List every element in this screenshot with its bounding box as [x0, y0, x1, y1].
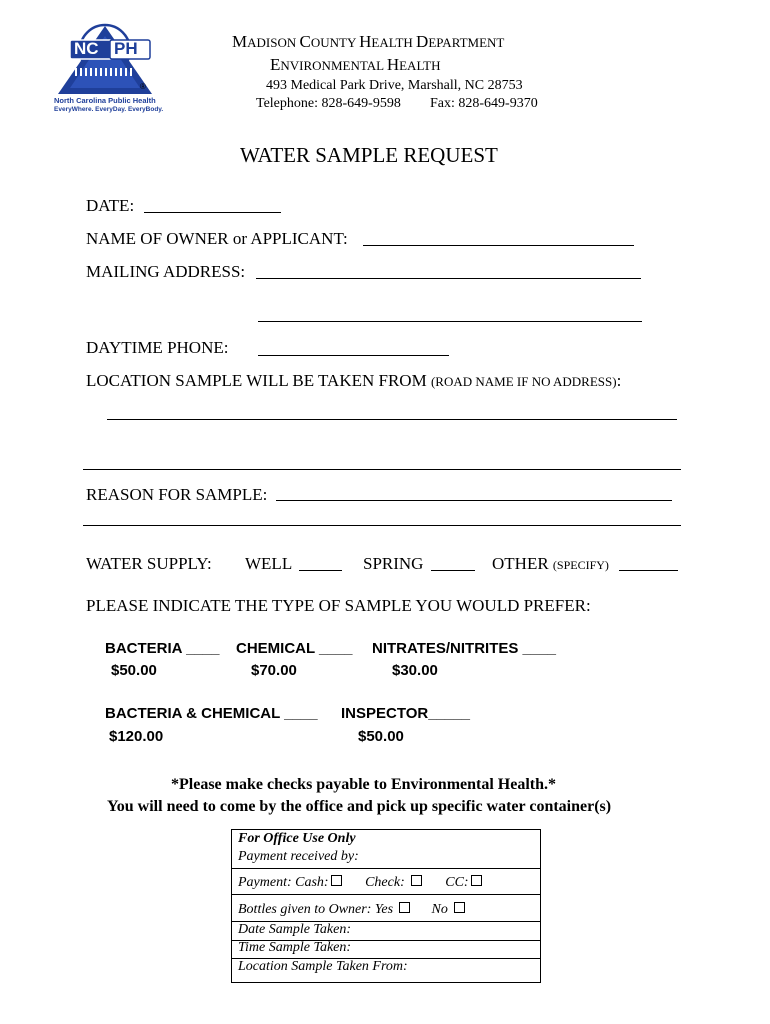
logo-letters-nc: NC [74, 39, 99, 58]
logo-letters-ph: PH [114, 39, 138, 58]
date-label: DATE: [86, 196, 135, 215]
logo-line2: EveryWhere. EveryDay. EveryBody. [54, 106, 164, 113]
dept-initial-d: D [416, 32, 429, 51]
office-use-box [231, 829, 541, 983]
form-title: WATER SAMPLE REQUEST [240, 143, 498, 167]
payment-received: Payment received by: [238, 849, 359, 864]
pickup-note: You will need to come by the office and pick up specific water container(s) [107, 798, 612, 815]
price-bacteria: $50.00 [111, 662, 157, 679]
spring-label: SPRING [363, 554, 424, 573]
cash-checkbox[interactable] [331, 875, 342, 886]
address-row [86, 262, 245, 282]
phone-field[interactable] [258, 355, 449, 356]
division-name [270, 55, 441, 75]
logo-line1: North Carolina Public Health [54, 96, 156, 105]
env-initial-h: H [386, 55, 400, 74]
dept-text-4: EPARTMENT [428, 35, 505, 50]
price-inspector: $50.00 [358, 728, 404, 745]
date-row [86, 196, 134, 216]
dept-initial-m: M [232, 32, 248, 51]
spring-option [363, 554, 423, 574]
reason-label: REASON FOR SAMPLE: [86, 485, 268, 504]
location-hint: (ROAD NAME IF NO ADDRESS) [430, 374, 617, 389]
bottles-no-label: No [431, 902, 448, 917]
other-field[interactable] [619, 570, 678, 571]
env-text-2: EALTH [399, 58, 441, 73]
dept-text-2: OUNTY [310, 35, 360, 50]
check-label: Check: [365, 875, 405, 890]
phone-row [86, 338, 228, 358]
dept-initial-c: C [299, 32, 311, 51]
other-option [492, 554, 609, 574]
price-chemical: $70.00 [251, 662, 297, 679]
spring-field[interactable] [431, 570, 475, 571]
dept-text-3: EALTH [371, 35, 417, 50]
office-heading: For Office Use Only [238, 831, 356, 846]
address-field-line2[interactable] [258, 321, 642, 322]
checks-note: *Please make checks payable to Environmental Health.* [171, 776, 557, 793]
bottles-row [238, 902, 465, 918]
location-colon: : [616, 371, 622, 390]
env-initial-e: E [270, 55, 281, 74]
water-supply-label: WATER SUPPLY: [86, 554, 212, 573]
phone-label: DAYTIME PHONE: [86, 338, 229, 357]
payment-cash-label: Payment: Cash: [238, 875, 329, 890]
dept-text-1: ADISON [247, 35, 300, 50]
owner-label: NAME OF OWNER or APPLICANT: [86, 229, 348, 248]
reason-row [86, 485, 267, 505]
location-taken-label: Location Sample Taken From: [238, 959, 408, 974]
sample-chemical[interactable]: CHEMICAL ____ [236, 640, 353, 657]
dept-initial-h: H [359, 32, 372, 51]
bottles-no-checkbox[interactable] [454, 902, 465, 913]
indicate-label: PLEASE INDICATE THE TYPE OF SAMPLE YOU WOULD PREFER: [86, 596, 591, 615]
bottles-label: Bottles given to Owner: Yes [238, 902, 394, 917]
well-option [245, 554, 292, 574]
well-field[interactable] [299, 570, 342, 571]
location-field-line2[interactable] [83, 469, 681, 470]
reason-field-line2[interactable] [83, 525, 681, 526]
sample-bacteria-chemical[interactable]: BACTERIA & CHEMICAL ____ [105, 705, 318, 722]
location-label: LOCATION SAMPLE WILL BE TAKEN FROM [86, 371, 427, 390]
well-label: WELL [245, 554, 293, 573]
reason-field-line1[interactable] [276, 500, 672, 501]
date-taken-label: Date Sample Taken: [238, 922, 352, 937]
address-label: MAILING ADDRESS: [86, 262, 246, 281]
owner-field[interactable] [363, 245, 634, 246]
department-phone: Telephone: 828-649-9598 [256, 96, 401, 111]
location-row [86, 371, 621, 391]
payment-row [238, 875, 482, 891]
price-bacteria-chemical: $120.00 [109, 728, 164, 745]
office-divider [232, 868, 540, 869]
date-field[interactable] [144, 212, 281, 213]
ncph-logo [50, 22, 164, 120]
price-nitrates: $30.00 [392, 662, 438, 679]
cc-checkbox[interactable] [471, 875, 482, 886]
time-taken-label: Time Sample Taken: [238, 940, 352, 955]
sample-bacteria[interactable]: BACTERIA ____ [105, 640, 220, 657]
logo-registered-mark: ® [140, 82, 146, 91]
check-checkbox[interactable] [411, 875, 422, 886]
cc-label: CC: [445, 875, 469, 890]
office-divider [232, 894, 540, 895]
department-address: 493 Medical Park Drive, Marshall, NC 28753 [266, 78, 523, 93]
department-fax: Fax: 828-649-9370 [430, 96, 538, 111]
owner-row [86, 229, 348, 249]
other-label: OTHER [492, 554, 549, 573]
address-field-line1[interactable] [256, 278, 641, 279]
department-name [232, 32, 504, 52]
bottles-yes-checkbox[interactable] [399, 902, 410, 913]
sample-inspector[interactable]: INSPECTOR_____ [341, 705, 470, 722]
sample-nitrates[interactable]: NITRATES/NITRITES ____ [372, 640, 556, 657]
env-text-1: NVIRONMENTAL [280, 58, 387, 73]
location-field-line1[interactable] [107, 419, 677, 420]
specify-hint: (SPECIFY) [552, 558, 609, 572]
